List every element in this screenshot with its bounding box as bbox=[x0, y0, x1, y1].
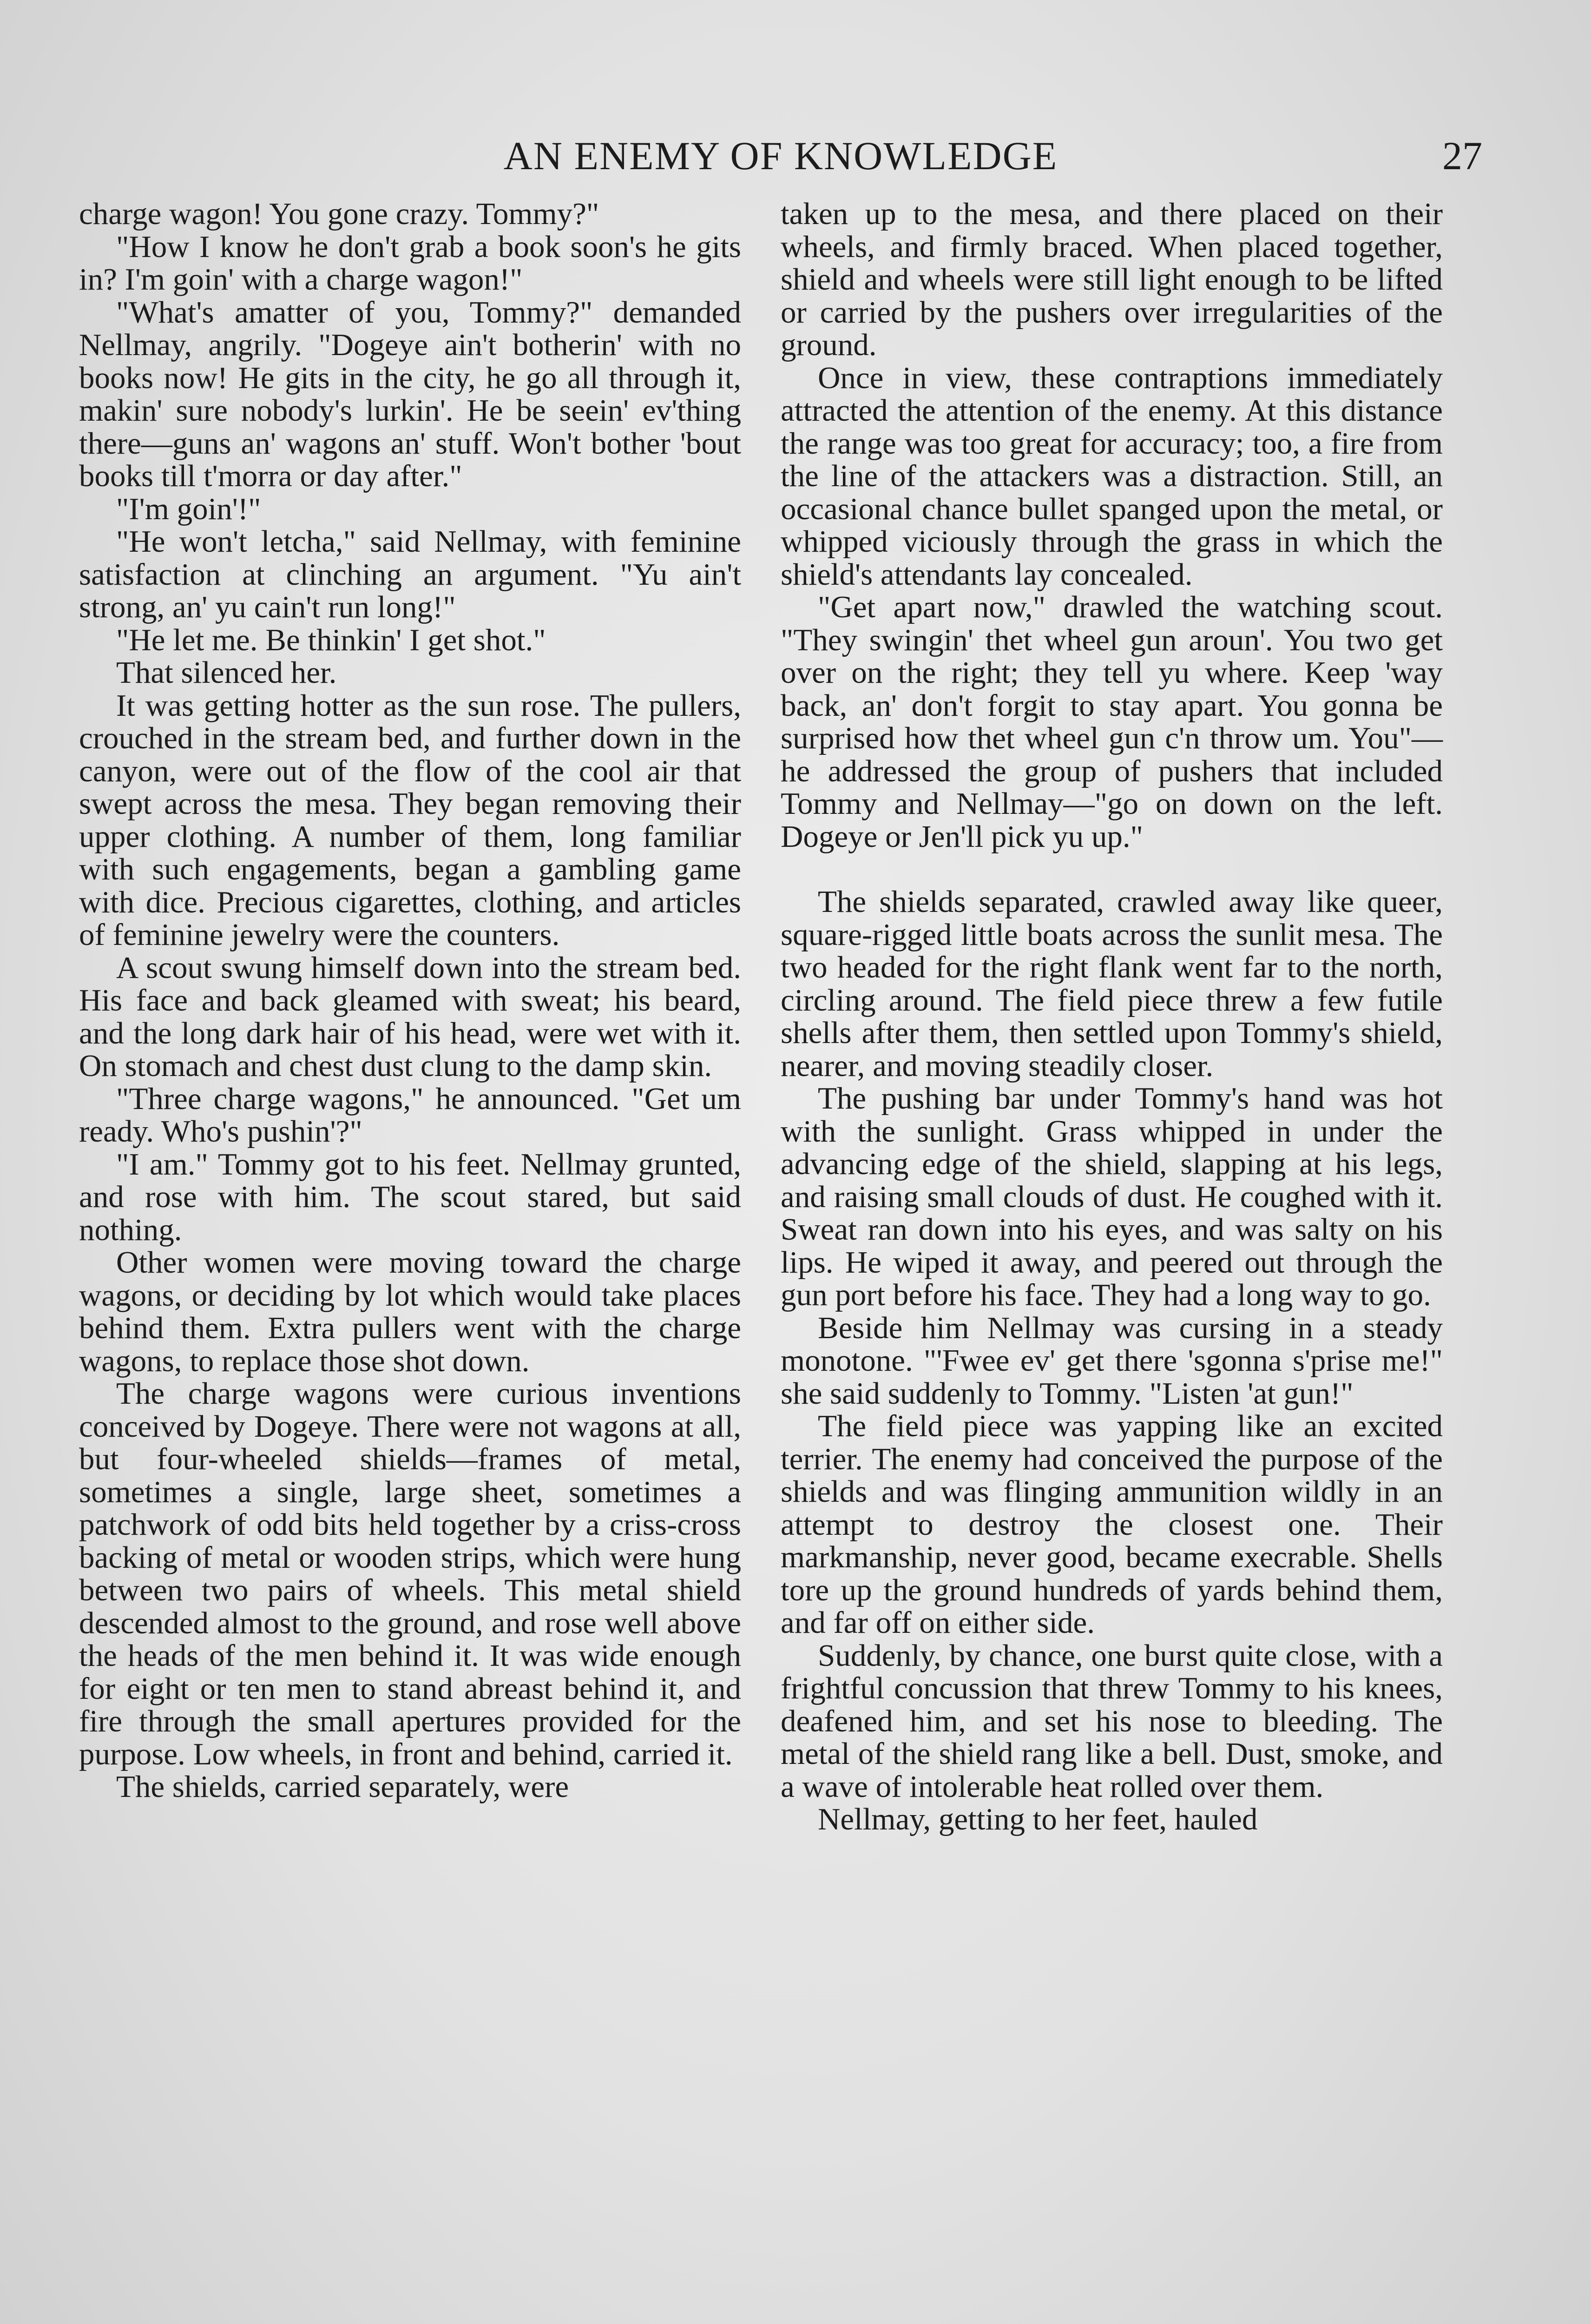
paragraph: The pushing bar under Tommy's hand was hot with the sunlight. Grass whipped in under the advancing edge of the shield, slapping at his legs, and raising small clouds of dust. He coughed with it. Sweat ran down into his eyes, and was salty on his lips. He wiped it away, and peered out through the gun port before his face. They had a long way to go. bbox=[781, 1081, 1443, 1312]
paragraph: Suddenly, by chance, one burst quite close, with a frightful concussion that threw Tommy to his knees, deafened him, and set his nose to bleeding. The metal of the shield rang like a bell. Dust, smoke, and a wave of intolerable heat rolled over them. bbox=[781, 1638, 1443, 1804]
paragraph: The charge wagons were curious inventions conceived by Dogeye. There were not wagons at all, but four-wheeled shields—frames of metal, sometimes a single, large sheet, sometimes a patchwork of odd bits held together by a criss-cross backing of metal or wooden strips, which were hung between two pairs of wheels. This metal shield descended almost to the ground, and rose well above the heads of the men behind it. It was wide enough for eight or ten men to stand abreast behind it, and fire through the small apertures provided for the purpose. Low wheels, in front and behind, carried it. bbox=[79, 1376, 741, 1771]
page-number: 27 bbox=[1442, 133, 1482, 178]
paragraph: charge wagon! You gone crazy. Tommy?" bbox=[79, 197, 599, 231]
paragraph: The field piece was yapping like an excited terrier. The enemy had conceived the purpose of the shields and was flinging ammunition wildly in an attempt to destroy the closest one. Their markmanship, never good, became execrable. Shells tore up the ground hundreds of yards behind them, and far off on either side. bbox=[781, 1409, 1443, 1640]
paragraph: It was getting hotter as the sun rose. The pullers, crouched in the stream bed, and further down in the canyon, were out of the flow of the cool air that swept across the mesa. They began removing their upper clothing. A number of them, long familiar with such engagements, began a gambling game with dice. Precious cigarettes, clothing, and articles of feminine jewelry were the counters. bbox=[79, 688, 741, 952]
paragraph: Other women were moving toward the charge wagons, or deciding by lot which would take places behind them. Extra pullers went with the charge wagons, to replace those shot down. bbox=[79, 1245, 741, 1378]
paragraph: taken up to the mesa, and there placed on their wheels, and firmly braced. When placed together, shield and wheels were still light enough to be lifted or carried by the pushers over irregularities of the ground. bbox=[781, 197, 1443, 362]
paragraph: "He let me. Be thinkin' I get shot." bbox=[116, 622, 546, 657]
paragraph: "Three charge wagons," he announced. "Get um ready. Who's pushin'?" bbox=[79, 1081, 741, 1149]
paragraph: A scout swung himself down into the stream bed. His face and back gleamed with sweat; his beard, and the long dark hair of his head, were wet with it. On stomach and chest dust clung to the damp skin. bbox=[79, 950, 741, 1083]
paragraph: The shields, carried separately, were bbox=[116, 1769, 569, 1804]
paragraph: "What's amatter of you, Tommy?" demanded Nellmay, angrily. "Dogeye ain't botherin' with no books now! He gits in the city, he go all through it, makin' sure nobody's lurkin'. He be seein' ev'thing there—guns an' wagons an' stuff. Won't bother 'bout books till t'morra or day after." bbox=[79, 295, 741, 493]
running-title: AN ENEMY OF KNOWLEDGE bbox=[503, 133, 1058, 178]
running-head bbox=[79, 130, 1482, 181]
paragraph: That silenced her. bbox=[116, 655, 337, 690]
paragraph: "Get apart now," drawled the watching scout. "They swingin' thet wheel gun aroun'. You two get over on the right; they tell yu where. Keep 'way back, an' don't forgit to stay apart. You gonna be surprised how thet wheel gun c'n throw um. You"—he addressed the group of pushers that included Tommy and Nellmay—"go on down on the left. Dogeye or Jen'll pick yu up." bbox=[781, 590, 1443, 854]
paragraph: "I'm goin'!" bbox=[116, 491, 261, 526]
paragraph: Beside him Nellmay was cursing in a steady monotone. "'Fwee ev' get there 'sgonna s'prise me!" she said suddenly to Tommy. "Listen 'at gun!" bbox=[781, 1310, 1443, 1411]
left-column bbox=[79, 198, 741, 1803]
paragraph: The shields separated, crawled away like queer, square-rigged little boats across the sunlit mesa. The two headed for the right flank went far to the north, circling around. The field piece threw a few futile shells after them, then settled upon Tommy's shield, nearer, and moving steadily closer. bbox=[781, 885, 1443, 1083]
paragraph: "I am." Tommy got to his feet. Nellmay grunted, and rose with him. The scout stared, but said nothing. bbox=[79, 1147, 741, 1247]
paragraph: "He won't letcha," said Nellmay, with feminine satisfaction at clinching an argument. "Yu ain't strong, an' yu cain't run long!" bbox=[79, 524, 741, 624]
right-column bbox=[781, 198, 1443, 1836]
paragraph: "How I know he don't grab a book soon's he gits in? I'm goin' with a charge wagon!" bbox=[79, 229, 741, 297]
paragraph: Nellmay, getting to her feet, hauled bbox=[818, 1802, 1258, 1836]
paragraph: Once in view, these contraptions immediately attracted the attention of the enemy. At this distance the range was too great for accuracy; too, a fire from the line of the attackers was a distraction. Still, an occasional chance bullet spanged upon the metal, or whipped viciously through the grass in which the shield's attendants lay concealed. bbox=[781, 360, 1443, 592]
